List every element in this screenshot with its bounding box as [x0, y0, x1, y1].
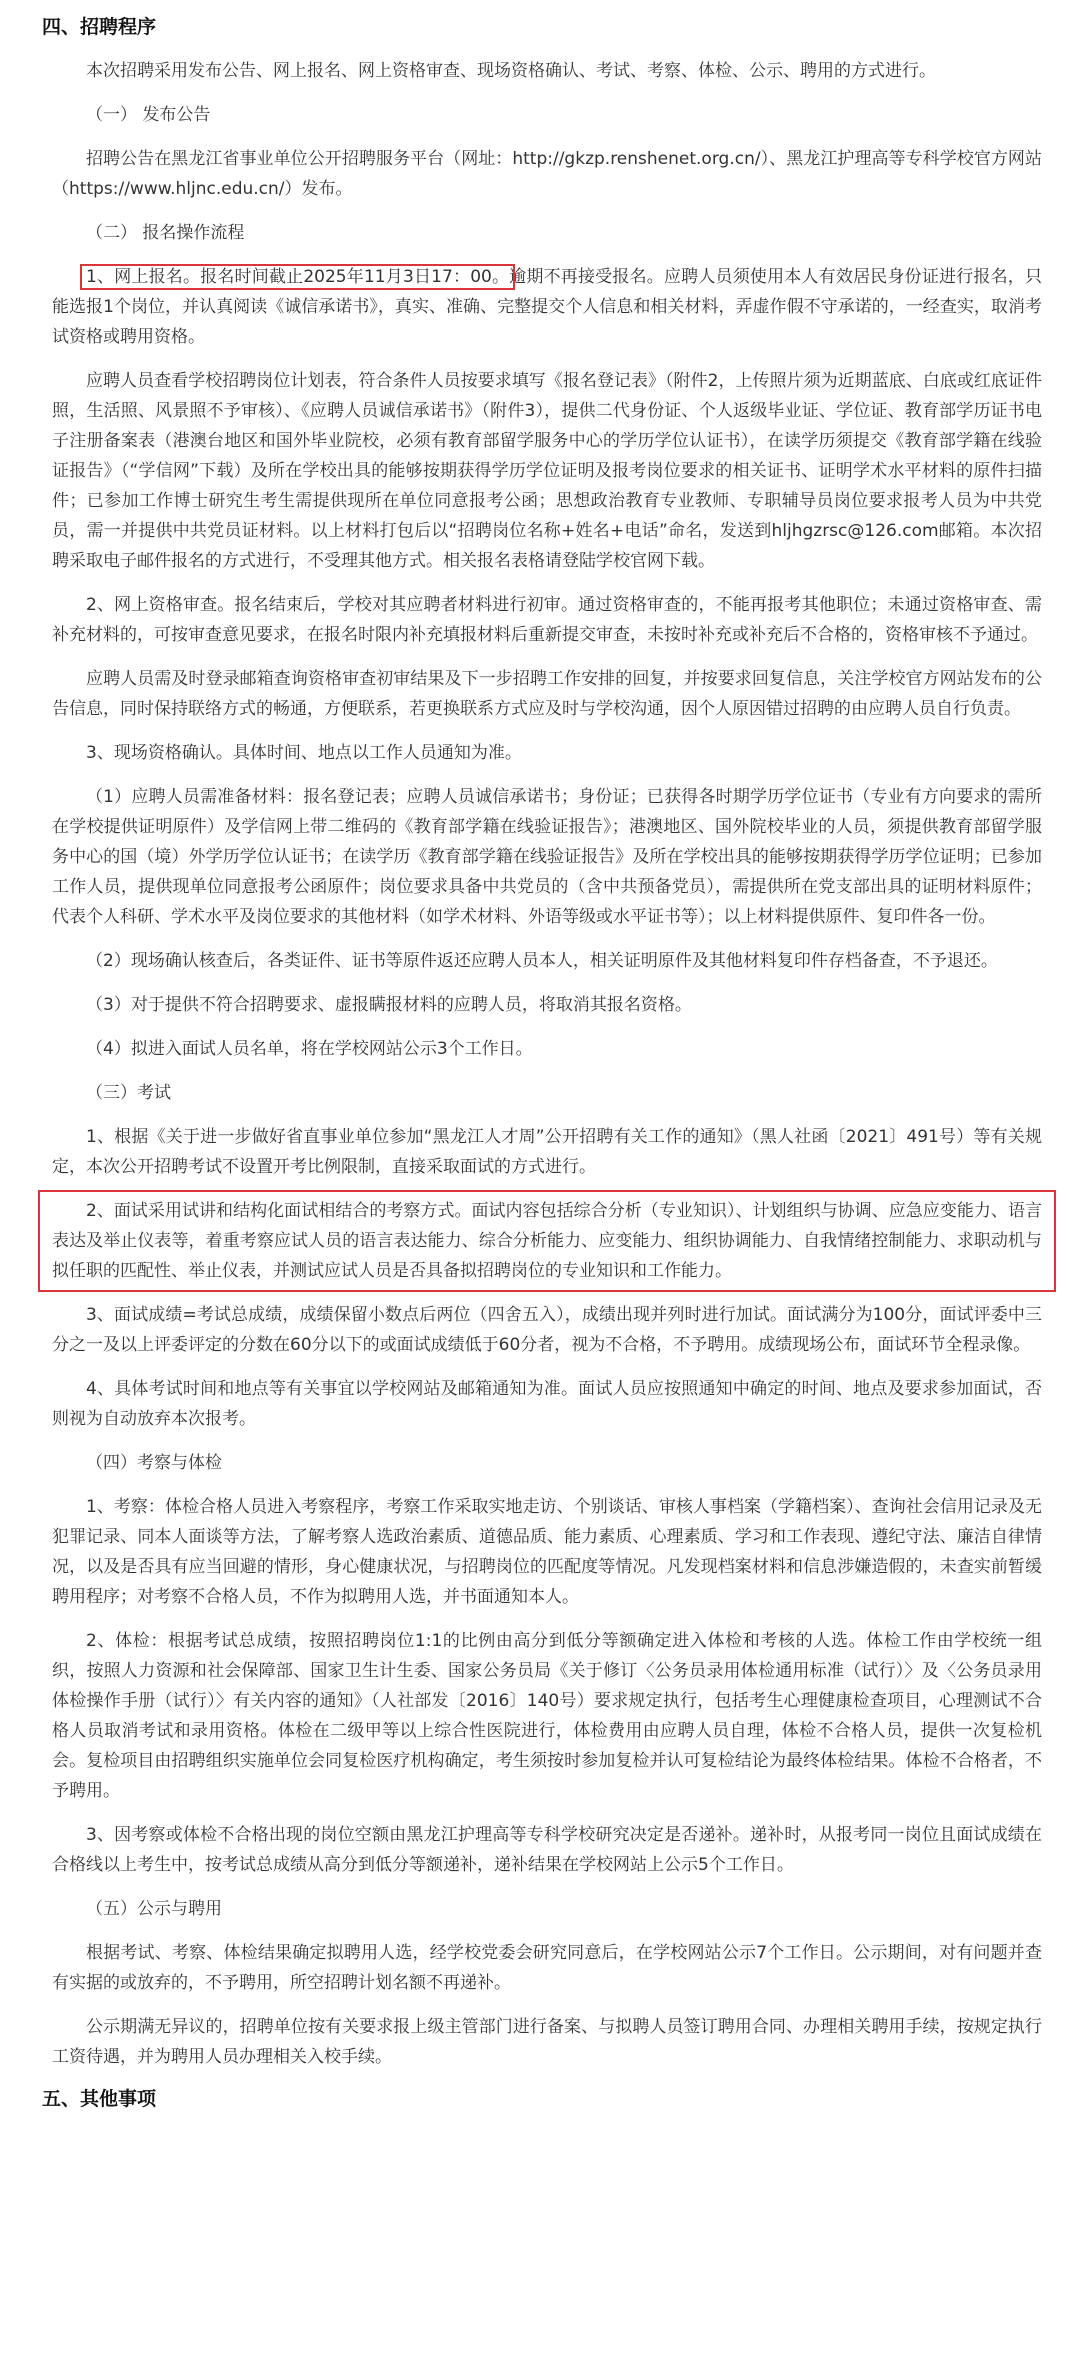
- para-publicity: 根据考试、考察、体检结果确定拟聘用人选，经学校党委会研究同意后，在学校网站公示7个工作日。公示期间，对有问题并查有实据的或放弃的，不予聘用，所空招聘计划名额不再递补。: [52, 1943, 1042, 1993]
- heading-recruitment-procedure: 四、招聘程序: [42, 16, 157, 38]
- para-physical-exam: 2、体检：根据考试总成绩，按照招聘岗位1:1的比例由高分到低分等额确定进入体检和考核的人选。体检工作由学校统一组织，按照人力资源和社会保障部、国家卫生计生委、国家公务员局《关于修订〈公务员录用体检通用标准（试行）〉及〈公务员录用体检操作手册（试行）〉有关内容的通知》（人社部发〔2016〕140号）要求规定执行，包括考生心理健康检查项目，心理测试不合格人员取消考试和录用资格。体检在二级甲等以上综合性医院进行，体检费用由应聘人员自理，体检不合格人员，提供一次复检机会。复检项目由招聘组织实施单位会同复检医疗机构确定，考生须按时参加复检并认可复检结论为最终体检结果。体检不合格者，不予聘用。: [52, 1631, 1042, 1801]
- heading-other-matters: 五、其他事项: [42, 2088, 157, 2110]
- para-exam-interview-format: 2、面试采用试讲和结构化面试相结合的考察方式。面试内容包括综合分析（专业知识）、计划组织与协调、应急应变能力、语言表达及举止仪表等，着重考察应试人员的语言表达能力、综合分析能力、应变能力、组织协调能力、自我情绪控制能力、求职动机与拟任职的匹配性、举止仪表，并测试应试人员是否具备拟招聘岗位的专业知识和工作能力。: [52, 1201, 1042, 1281]
- section-title-publicity: （五）公示与聘用: [86, 1899, 222, 1919]
- section-title-inspection: （四）考察与体检: [86, 1453, 222, 1473]
- para-employment: 公示期满无异议的，招聘单位按有关要求报上级主管部门进行备案、与拟聘人员签订聘用合同、办理相关聘用手续，按规定执行工资待遇，并为聘用人员办理相关入校手续。: [52, 2017, 1042, 2067]
- para-vacancy-fill: 3、因考察或体检不合格出现的岗位空额由黑龙江护理高等专科学校研究决定是否递补。递补时，从报考同一岗位且面试成绩在合格线以上考生中，按考试总成绩从高分到低分等额递补，递补结果在学校网站上公示5个工作日。: [52, 1825, 1042, 1875]
- para-onsite-disqualify: （3）对于提供不符合招聘要求、虚报瞒报材料的应聘人员，将取消其报名资格。: [86, 995, 692, 1015]
- section-title-registration: （二） 报名操作流程: [86, 223, 245, 243]
- para-announcement: 招聘公告在黑龙江省事业单位公开招聘服务平台（网址：http://gkzp.renshenet.org.cn/）、黑龙江护理高等专科学校官方网站（https://www.hljnc.edu.cn/）发布。: [52, 149, 1042, 199]
- registration-deadline-highlight: 1、网上报名。报名时间截止2025年11月3日17：00。: [86, 267, 510, 287]
- para-onsite-return: （2）现场确认核查后，各类证件、证书等原件返还应聘人员本人，相关证明原件及其他材料复印件存档备查，不予退还。: [86, 951, 998, 971]
- registration-rules: 逾期不再接受报名。应聘人员须使用本人有效居民身份证进行报名，只能选报1个岗位，并认真阅读《诚信承诺书》，真实、准确、完整提交个人信息和相关材料，弄虚作假不守承诺的，一经查实，取消考试资格或聘用资格。: [52, 267, 1042, 347]
- para-exam-scoring: 3、面试成绩=考试总成绩，成绩保留小数点后两位（四舍五入），成绩出现并列时进行加试。面试满分为100分，面试评委中三分之一及以上评委评定的分数在60分以下的或面试成绩低于60分者，视为不合格，不予聘用。成绩现场公布，面试环节全程录像。: [52, 1305, 1042, 1355]
- para-onsite-materials: （1）应聘人员需准备材料：报名登记表；应聘人员诚信承诺书；身份证；已获得各时期学历学位证书（专业有方向要求的需所在学校提供证明原件）及学信网上带二维码的《教育部学籍在线验证报告》；港澳地区、国外院校毕业的人员，须提供教育部留学服务中心的国（境）外学历学位认证书；在读学历《教育部学籍在线验证报告》及所在学校出具的能够按期获得学历学位证明；已参加工作人员，提供现单位同意报考公函原件；岗位要求具备中共党员的（含中共预备党员），需提供所在党支部出具的证明材料原件；代表个人科研、学术水平及岗位要求的其他材料（如学术材料、外语等级或水平证书等）；以上材料提供原件、复印件各一份。: [52, 787, 1042, 927]
- section-title-announcement: （一） 发布公告: [86, 105, 211, 125]
- para-exam-basis: 1、根据《关于进一步做好省直事业单位参加“黑龙江人才周”公开招聘有关工作的通知》（黑人社函〔2021〕491号）等有关规定，本次公开招聘考试不设置开考比例限制，直接采取面试的方式进行。: [52, 1127, 1042, 1177]
- highlight-box-registration: [80, 264, 515, 290]
- para-exam-schedule: 4、具体考试时间和地点等有关事宜以学校网站及邮箱通知为准。面试人员应按照通知中确定的时间、地点及要求参加面试，否则视为自动放弃本次报考。: [52, 1379, 1042, 1429]
- section-title-exam: （三）考试: [86, 1083, 171, 1103]
- para-inspection: 1、考察：体检合格人员进入考察程序，考察工作采取实地走访、个别谈话、审核人事档案（学籍档案）、查询社会信用记录及无犯罪记录、同本人面谈等方法，了解考察人选政治素质、道德品质、能力素质、心理素质、学习和工作表现、遵纪守法、廉洁自律情况，以及是否具有应当回避的情形，身心健康状况，与招聘岗位的匹配度等情况。凡发现档案材料和信息涉嫌造假的，未查实前暂缓聘用程序；对考察不合格人员，不作为拟聘用人选，并书面通知本人。: [52, 1497, 1042, 1607]
- para-onsite-confirmation: 3、现场资格确认。具体时间、地点以工作人员通知为准。: [86, 743, 522, 763]
- para-review-notification: 应聘人员需及时登录邮箱查询资格审查初审结果及下一步招聘工作安排的回复，并按要求回复信息，关注学校官方网站发布的公告信息，同时保持联络方式的畅通，方便联系，若更换联系方式应及时与学校沟通，因个人原因错过招聘的由应聘人员自行负责。: [52, 669, 1042, 719]
- para-online-review: 2、网上资格审查。报名结束后，学校对其应聘者材料进行初审。通过资格审查的，不能再报考其他职位；未通过资格审查、需补充材料的，可按审查意见要求，在报名时限内补充填报材料后重新提交审查，未按时补充或补充后不合格的，资格审核不予通过。: [52, 595, 1042, 645]
- para-registration-documents: 应聘人员查看学校招聘岗位计划表，符合条件人员按要求填写《报名登记表》（附件2，上传照片须为近期蓝底、白底或红底证件照，生活照、风景照不予审核）、《应聘人员诚信承诺书》（附件3），提供二代身份证、个人返级毕业证、学位证、教育部学历证书电子注册备案表（港澳台地区和国外毕业院校，必须有教育部留学服务中心的学历学位认证书），在读学历须提交《教育部学籍在线验证报告》（“学信网”下载）及所在学校出具的能够按期获得学历学位证明及报考岗位要求的相关证书、证明学术水平材料的原件扫描件；已参加工作博士研究生考生需提供现所在单位同意报考公函；思想政治教育专业教师、专职辅导员岗位要求报考人员为中共党员，需一并提供中共党员证材料。以上材料打包后以“招聘岗位名称+姓名+电话”命名，发送到hljhgzrsc@126.com邮箱。本次招聘采取电子邮件报名的方式进行，不受理其他方式。相关报名表格请登陆学校官网下载。: [52, 371, 1042, 571]
- document-body: [42, 0, 1042, 2114]
- para-intro: 本次招聘采用发布公告、网上报名、网上资格审查、现场资格确认、考试、考察、体检、公示、聘用的方式进行。: [86, 61, 936, 81]
- highlight-box-interview: [38, 1190, 1056, 1292]
- para-onsite-publicity: （4）拟进入面试人员名单，将在学校网站公示3个工作日。: [86, 1039, 533, 1059]
